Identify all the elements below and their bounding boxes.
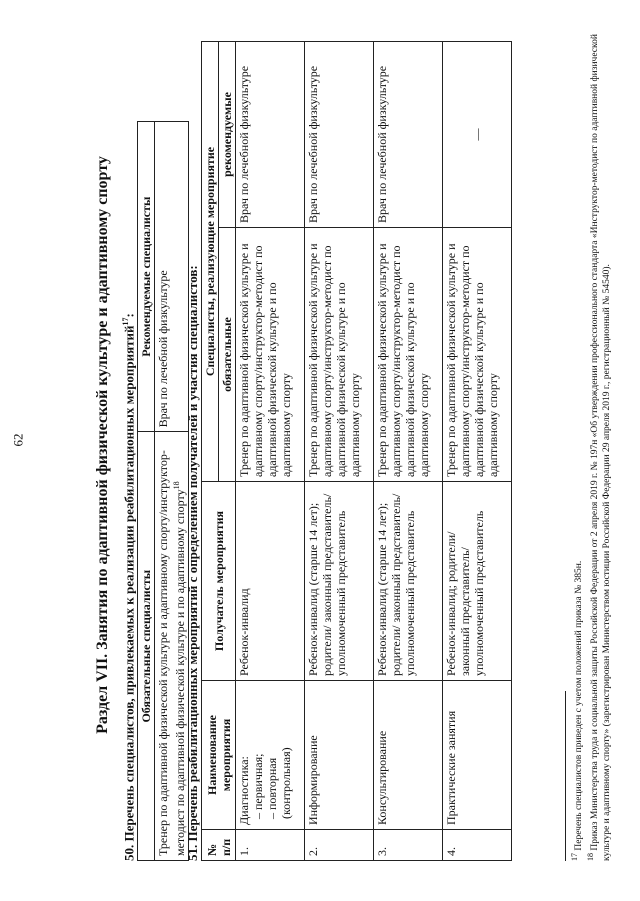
footnote-mark: 17 bbox=[570, 853, 579, 861]
list-item: – повторная (контрольная) bbox=[265, 747, 293, 819]
activity-name bbox=[236, 681, 305, 830]
table50-heading bbox=[121, 313, 137, 861]
row-number: 4. bbox=[443, 830, 512, 861]
activity-name: Консультирование bbox=[374, 681, 443, 830]
row-number: 3. bbox=[374, 830, 443, 861]
recipient: Ребенок-инвалид (старше 14 лет); родители/ законный представитель/ уполномоченный представитель bbox=[305, 482, 374, 681]
footnote-text: Перечень специалистов приведен с учетом положений приказа № 385н. bbox=[574, 560, 585, 851]
recipient: Ребенок-инвалид (старше 14 лет); родители/ законный представитель/ уполномоченный представитель bbox=[374, 482, 443, 681]
table-row bbox=[443, 42, 512, 861]
footnote-18 bbox=[585, 21, 613, 861]
activity-name-header: Наименование мероприятия bbox=[202, 681, 236, 830]
footnote-divider bbox=[565, 691, 566, 861]
required-specialists-cell bbox=[155, 432, 189, 861]
recommended-specialist: — bbox=[443, 42, 512, 228]
required-specialist: Тренер по адаптивной физической культуре и адаптивному спорту/инструктор-методист по адаптивной физической культуре и по адаптивному спорту bbox=[443, 228, 512, 482]
table50-heading-text: 50. Перечень специалистов, привлекаемых к реализации реабилитационных мероприятий bbox=[121, 325, 137, 861]
table-row bbox=[305, 42, 374, 861]
recommended-specialist: Врач по лечебной физкультуре bbox=[305, 42, 374, 228]
recipient-header: Получатель мероприятия bbox=[202, 482, 236, 681]
recommended-header: рекомендуемые bbox=[219, 42, 236, 228]
rotated-document-sheet bbox=[34, 15, 634, 875]
required-header: обязательные bbox=[219, 228, 236, 482]
activity-name: Практические занятия bbox=[443, 681, 512, 830]
recommended-specialist: Врач по лечебной физкультуре bbox=[374, 42, 443, 228]
page-number: 62 bbox=[10, 433, 26, 447]
table51-heading: 51. Перечень реабилитационных мероприятий с определением получателей и участия специалистов: bbox=[185, 265, 200, 861]
footnote-ref-18: 18 bbox=[172, 481, 181, 490]
specialists-table bbox=[137, 121, 189, 861]
required-specialist: Тренер по адаптивной физической культуре и адаптивному спорту/инструктор-методист по адаптивной физической культуре и по адаптивному спорту bbox=[236, 228, 305, 482]
required-specialist: Тренер по адаптивной физической культуре и адаптивному спорту/инструктор-методист по адаптивной физической культуре и по адаптивному спорту bbox=[305, 228, 374, 482]
footnote-text: Приказ Министерства труда и социальной защиты Российской Федерации от 2 апреля 2019 г. № 197н «Об утверждении профессионального стандарта «Инструктор-методист по адаптивной физической культуре и адаптивному спорту» (зарегистрирован Министерством юстиции Российской Федерации 29 апреля 2019 г., регистрационный № 54540). bbox=[590, 34, 613, 861]
activity-name-text: Диагностика: bbox=[237, 756, 251, 825]
recommended-specialists-header: Рекомендуемые специалисты bbox=[138, 122, 155, 432]
table50-heading-colon: : bbox=[121, 313, 137, 318]
row-number: 1. bbox=[236, 830, 305, 861]
footnote-17 bbox=[569, 21, 585, 861]
activities-table bbox=[201, 41, 512, 861]
footnote-mark: 18 bbox=[586, 853, 596, 861]
list-item: – первичная; bbox=[251, 753, 265, 819]
table-row bbox=[374, 42, 443, 861]
table-row bbox=[236, 42, 305, 861]
activity-subitems bbox=[251, 685, 293, 825]
recipient: Ребенок-инвалид bbox=[236, 482, 305, 681]
section-title: Раздел VII. Занятия по адаптивной физической культуре и адаптивному спорту bbox=[94, 156, 111, 734]
row-number: 2. bbox=[305, 830, 374, 861]
activity-name: Информирование bbox=[305, 681, 374, 830]
footnotes bbox=[565, 21, 613, 861]
recommended-specialist: Врач по лечебной физкультуре bbox=[236, 42, 305, 228]
num-header: № п/п bbox=[202, 830, 236, 861]
specialists-header: Специалисты, реализующие мероприятие bbox=[202, 42, 219, 482]
footnote-ref-17: 17 bbox=[121, 317, 130, 326]
required-specialists-value: Тренер по адаптивной физической культуре и адаптивному спорту/инструктор-методист по адаптивной физической культуре и по адаптивному спорту bbox=[156, 450, 187, 856]
required-specialist: Тренер по адаптивной физической культуре и адаптивному спорту/инструктор-методист по адаптивной физической культуре и по адаптивному спорту bbox=[374, 228, 443, 482]
recipient: Ребенок-инвалид; родители/ законный представитель/ уполномоченный представитель bbox=[443, 482, 512, 681]
recommended-specialists-value: Врач по лечебной физкультуре bbox=[155, 122, 189, 432]
required-specialists-header: Обязательные специалисты bbox=[138, 432, 155, 861]
